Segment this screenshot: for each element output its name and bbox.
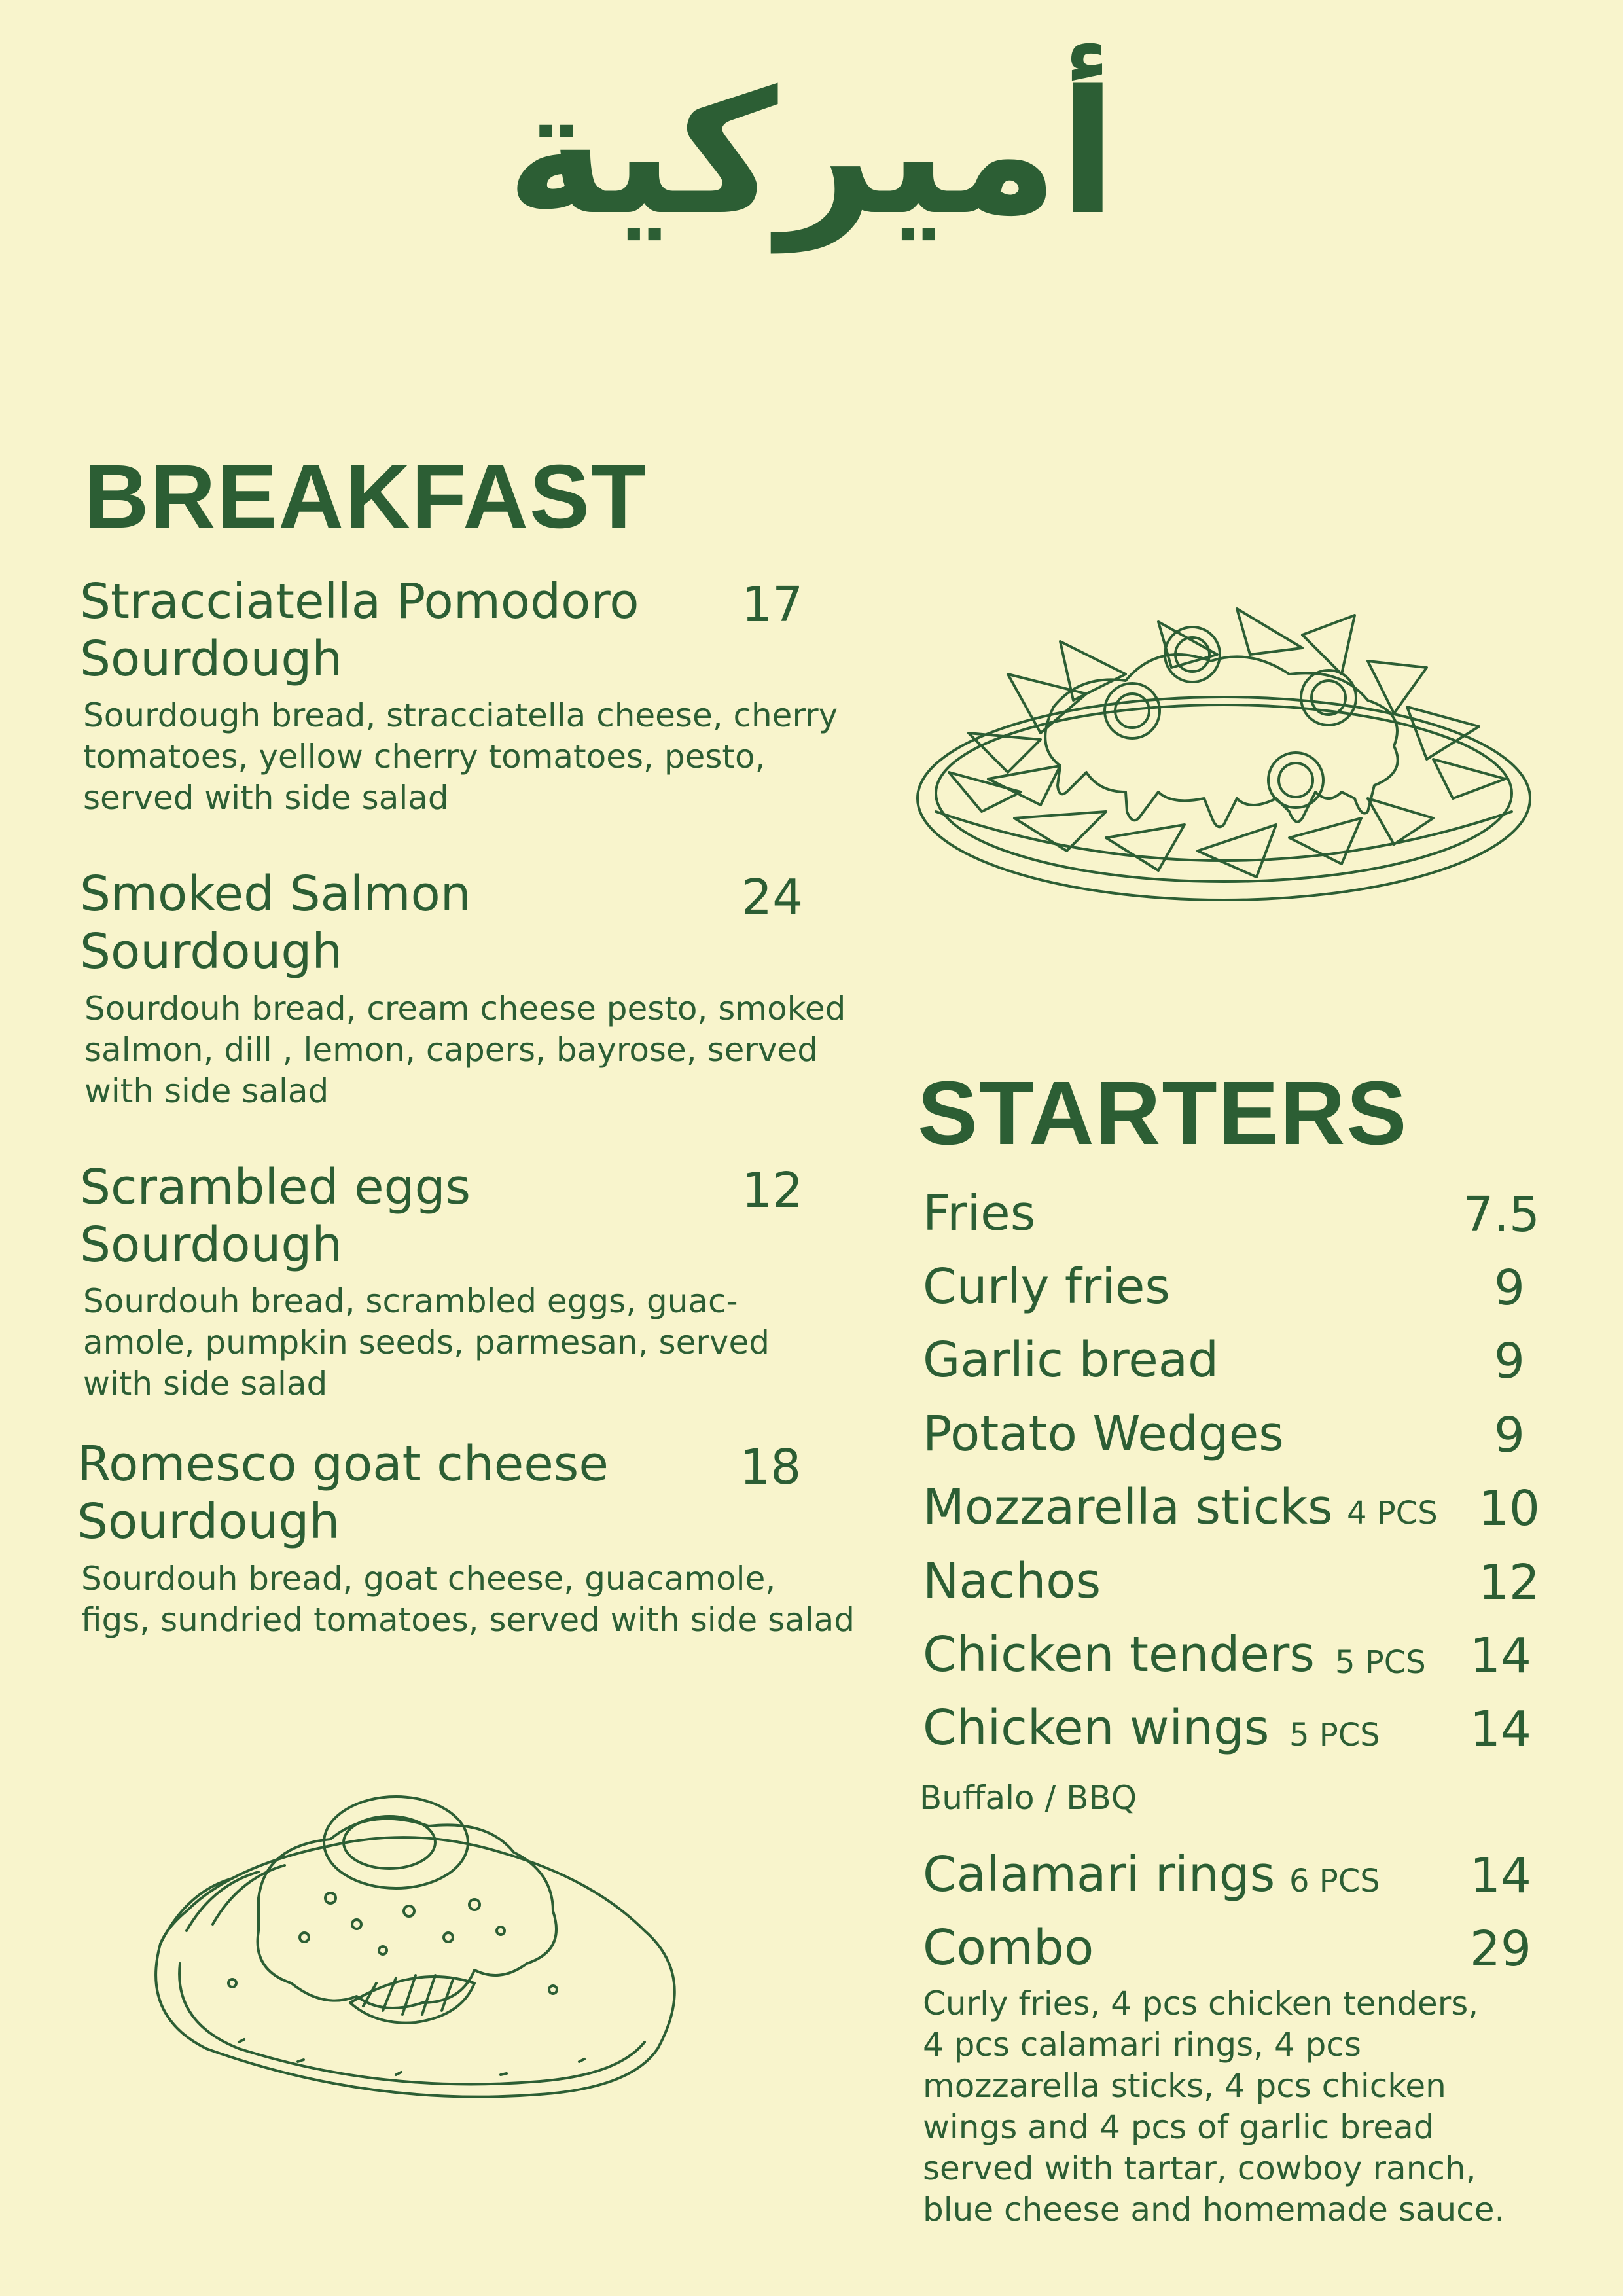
starter-item-price: 14 bbox=[1469, 1628, 1531, 1684]
starter-item-name: Curly fries bbox=[923, 1259, 1170, 1315]
starter-item-name: Fries bbox=[923, 1185, 1036, 1242]
starter-item-qty: 5 PCS bbox=[1289, 1717, 1380, 1753]
breakfast-item-price: 24 bbox=[741, 869, 804, 925]
restaurant-logo: أميركية bbox=[506, 55, 1117, 253]
starter-item-name: Garlic bread bbox=[923, 1332, 1219, 1388]
combo-description: Curly fries, 4 pcs chicken tenders, 4 pcs calamari rings, 4 pcs mozzarella sticks, 4 pcs chicken wings and 4 pcs of garlic bread served with tartar, cowboy ranch, blue cheese and homemade sauce. bbox=[923, 1984, 1505, 2229]
starter-item-name: Chicken tenders bbox=[923, 1626, 1315, 1683]
starter-item-name: Calamari rings bbox=[923, 1846, 1275, 1903]
starter-item-name: Nachos bbox=[923, 1553, 1101, 1609]
nachos-plate-illustration bbox=[910, 602, 1538, 942]
breakfast-item-description: Sourdough bread, stracciatella cheese, cherry tomatoes, yellow cherry tomatoes, pesto, served with side salad bbox=[83, 696, 838, 817]
starter-item-qty: 6 PCS bbox=[1289, 1863, 1380, 1899]
breakfast-item-name: Smoked Salmon bbox=[80, 866, 471, 922]
breakfast-item-price: 17 bbox=[741, 577, 804, 633]
breakfast-item-name: Romesco goat cheese bbox=[77, 1436, 609, 1492]
breakfast-item-name: Sourdough bbox=[80, 631, 343, 687]
egg-toast-illustration bbox=[134, 1767, 710, 2121]
breakfast-heading: BREAKFAST bbox=[84, 446, 648, 547]
wings-sauce-note: Buffalo / BBQ bbox=[919, 1779, 1137, 1817]
starter-item-price: 14 bbox=[1469, 1701, 1531, 1757]
starter-item-qty: 4 PCS bbox=[1347, 1495, 1438, 1532]
breakfast-item-description: Sourdouh bread, goat cheese, guacamole, figs, sundried tomatoes, served with side salad bbox=[81, 1560, 855, 1639]
starter-item-price: 29 bbox=[1469, 1921, 1531, 1977]
breakfast-item-name: Scrambled eggs bbox=[80, 1159, 471, 1215]
breakfast-item-name: Sourdough bbox=[77, 1494, 340, 1550]
starter-item-price: 9 bbox=[1493, 1333, 1525, 1390]
starter-item-price: 7.5 bbox=[1463, 1187, 1540, 1243]
starter-item-qty: 5 PCS bbox=[1335, 1644, 1426, 1681]
breakfast-item-description: Sourdouh bread, cream cheese pesto, smoked salmon, dill , lemon, capers, bayrose, served with side salad bbox=[84, 990, 846, 1110]
starter-item-price: 12 bbox=[1478, 1554, 1540, 1611]
starter-item-name: Mozzarella sticks bbox=[923, 1479, 1333, 1535]
starter-item-price: 10 bbox=[1478, 1480, 1540, 1537]
breakfast-item-name: Sourdough bbox=[80, 924, 343, 980]
starter-item-name: Combo bbox=[923, 1920, 1094, 1976]
starter-item-name: Potato Wedges bbox=[923, 1406, 1284, 1462]
starter-item-price: 14 bbox=[1469, 1848, 1531, 1904]
breakfast-item-description: Sourdouh bread, scrambled eggs, guac- amole, pumpkin seeds, parmesan, served with side salad bbox=[83, 1282, 770, 1403]
starter-item-price: 9 bbox=[1493, 1260, 1525, 1316]
starters-heading: STARTERS bbox=[918, 1063, 1408, 1164]
starter-item-price: 9 bbox=[1493, 1407, 1525, 1463]
breakfast-item-price: 12 bbox=[741, 1162, 804, 1219]
starter-item-name: Chicken wings bbox=[923, 1700, 1270, 1756]
breakfast-item-name: Stracciatella Pomodoro bbox=[80, 573, 639, 630]
breakfast-item-name: Sourdough bbox=[80, 1217, 343, 1273]
breakfast-item-price: 18 bbox=[740, 1439, 802, 1496]
